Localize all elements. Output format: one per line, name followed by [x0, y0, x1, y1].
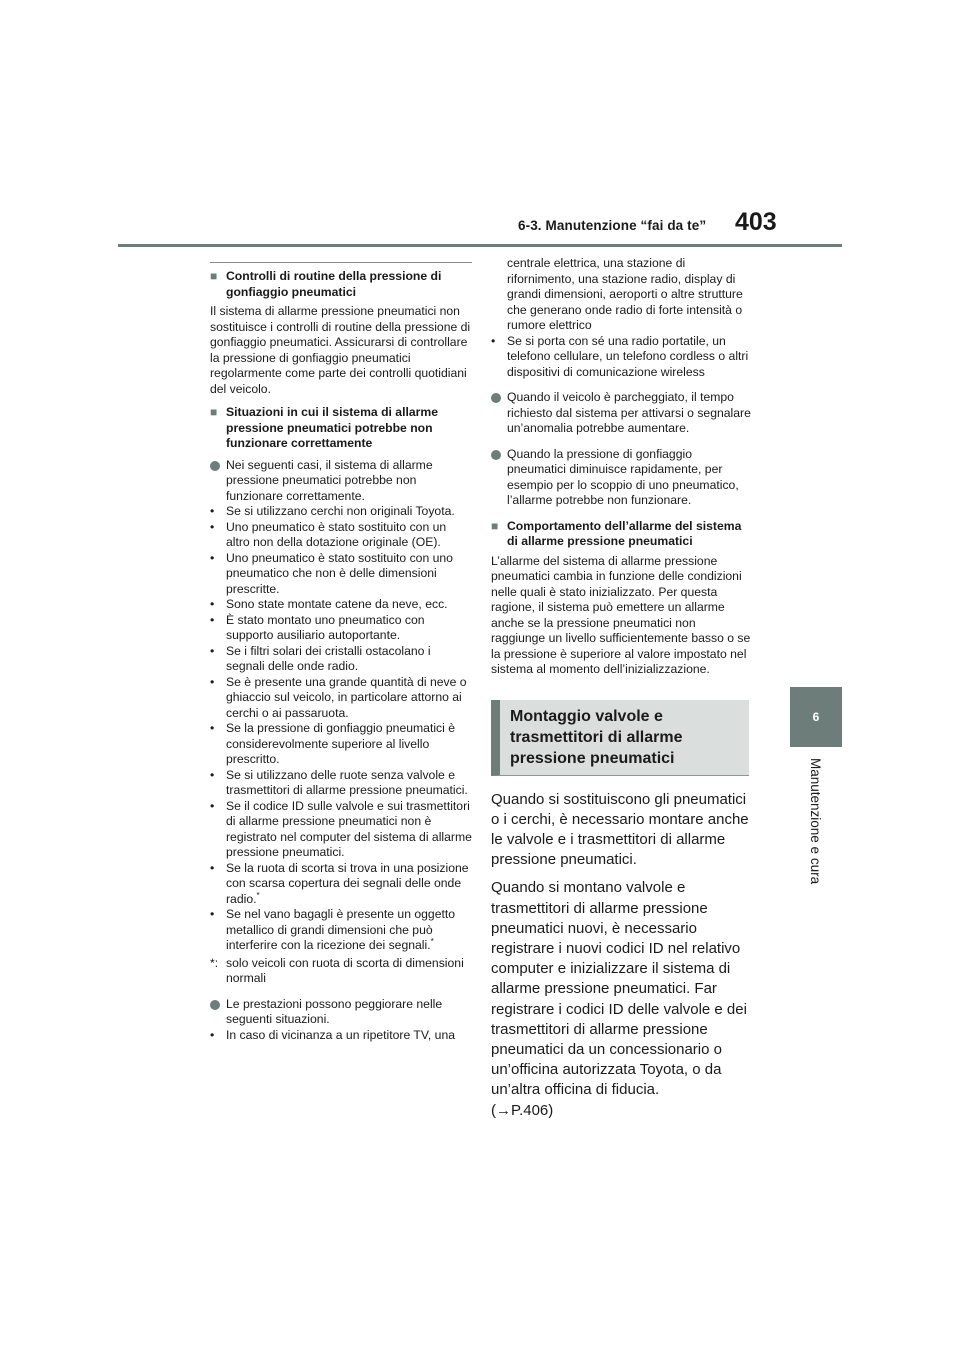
- section-title-box: Montaggio valvole e trasmettitori di allarme pressione pneumatici: [491, 700, 749, 776]
- subheading-malfunction: ■ Situazioni in cui il sistema di allarme pressione pneumatici potrebbe non funzionare correttamente: [210, 405, 438, 450]
- circle-bullet-icon: [210, 1000, 220, 1010]
- square-bullet-icon: ■: [210, 269, 218, 283]
- subheading-routine-checks: ■ Controlli di routine della pressione di gonfiaggio pneumatici: [210, 269, 442, 299]
- chapter-number: 6: [812, 710, 820, 724]
- list-item: • Se il codice ID sulle valvole e sui trasmettitori di allarme pressione pneumatici non è registrato nel computer del sistema di allarme pressione pneumatici.: [210, 798, 472, 859]
- paragraph: Il sistema di allarme pressione pneumatici non sostituisce i controlli di routine della pressione di gonfiaggio pneumatici. Assicurarsi di controllare la pressione di gonfiaggio pneumatici regolarmente come parte dei controlli quotidiani del veicolo.: [210, 304, 471, 396]
- paragraph: Quando si montano valvole e trasmettitori di allarme pressione pneumatici nuovi, è necessario registrare i nuovi codici ID nel relativo computer e inizializzare il sistema di allarme pressione pneumatici. Far registrare i codici ID delle valvole e dei trasmettitori di allarme pressione pneumatici da un concessionario o un’officina autorizzata Toyota, o da un’altra officina di fiducia. (→P.406): [491, 879, 747, 1119]
- circle-bullet-icon: [491, 450, 501, 460]
- page-number: 403: [735, 208, 777, 236]
- list-item: • Se la ruota di scorta si trova in una posizione con scarsa copertura dei segnali delle onde radio.*: [210, 860, 469, 906]
- dot-item: Le prestazioni possono peggiorare nelle seguenti situazioni.: [210, 997, 472, 1028]
- section-header: 6-3. Manutenzione “fai da te”: [518, 218, 707, 233]
- list-item: • Se si utilizzano cerchi non originali Toyota.: [210, 504, 455, 518]
- dot-item: Nei seguenti casi, il sistema di allarme pressione pneumatici potrebbe non funzionare correttamente.: [210, 458, 472, 505]
- square-bullet-icon: ■: [210, 405, 218, 419]
- circle-bullet-icon: [210, 461, 220, 471]
- list-item: • Se si utilizzano delle ruote senza valvole e trasmettitori di allarme pressione pneumatici.: [210, 767, 468, 797]
- column-rule: [210, 262, 472, 263]
- circle-bullet-icon: [491, 393, 501, 403]
- list-item: • Se la pressione di gonfiaggio pneumatici è considerevolmente superiore al livello prescritto.: [210, 721, 456, 766]
- paragraph: Quando si sostituiscono gli pneumatici o i cerchi, è necessario montare anche le valvole e i trasmettitori di allarme pressione pneumatici.: [491, 790, 749, 869]
- subheading-alarm-behavior: ■ Comportamento dell’allarme del sistema di allarme pressione pneumatici: [491, 518, 742, 548]
- left-column: [210, 262, 472, 1043]
- list-item: • Sono state montate catene da neve, ecc.: [210, 597, 448, 611]
- list-item: • Uno pneumatico è stato sostituito con un altro non della dotazione originale (OE).: [210, 519, 447, 549]
- list-item: • In caso di vicinanza a un ripetitore TV, una: [210, 1027, 455, 1042]
- header-rule: [118, 244, 842, 247]
- bullet-list: [210, 504, 472, 954]
- square-bullet-icon: ■: [491, 518, 499, 533]
- list-item: • Se si porta con sé una radio portatile, un telefono cellulare, un telefono cordless o altri dispositivi di comunicazione wireless: [491, 333, 749, 379]
- list-item: • Se nel vano bagagli è presente un oggetto metallico di grandi dimensioni che può interferire con la ricezione dei segnali.*: [210, 907, 456, 952]
- list-item-continued: centrale elettrica, una stazione di rifornimento, una stazione radio, display di grandi dimensioni, aeroporti o altre strutture che generano onde radio di forte intensità o rumore elettrico: [507, 256, 743, 332]
- footnote: *: solo veicoli con ruota di scorta di dimensioni normali: [210, 955, 464, 985]
- list-item: • Uno pneumatico è stato sostituito con uno pneumatico che non è delle dimensioni prescritte.: [210, 550, 453, 596]
- chapter-tab: [790, 687, 842, 747]
- page-reference: (→P.406): [491, 1101, 554, 1119]
- chapter-label: Manutenzione e cura: [808, 758, 823, 885]
- list-item: • Se i filtri solari dei cristalli ostacolano i segnali delle onde radio.: [210, 643, 431, 673]
- dot-item: Quando la pressione di gonfiaggio pneumatici diminuisce rapidamente, per esempio per lo scoppio di uno pneumatico, l’allarme potrebbe non funzionare.: [491, 447, 753, 509]
- paragraph: L’allarme del sistema di allarme pressione pneumatici cambia in funzione delle condizioni nelle quali è stato inizializzato. Per questa ragione, il sistema può emettere un allarme anche se la pressione pneumatici non raggiunge un livello sufficientemente basso o se la pressione è superiore al valore impostato nel sistema al momento dell’inizializzazione.: [491, 553, 751, 676]
- right-column: [491, 256, 753, 1121]
- list-item: • Se è presente una grande quantità di neve o ghiaccio sul veicolo, in particolare attorno ai cerchi o ai passaruota.: [210, 674, 467, 720]
- dot-item: Quando il veicolo è parcheggiato, il tempo richiesto dal sistema per attivarsi o segnalare un’anomalia potrebbe aumentare.: [491, 390, 753, 437]
- list-item: • È stato montato uno pneumatico con supporto ausiliario autoportante.: [210, 612, 425, 642]
